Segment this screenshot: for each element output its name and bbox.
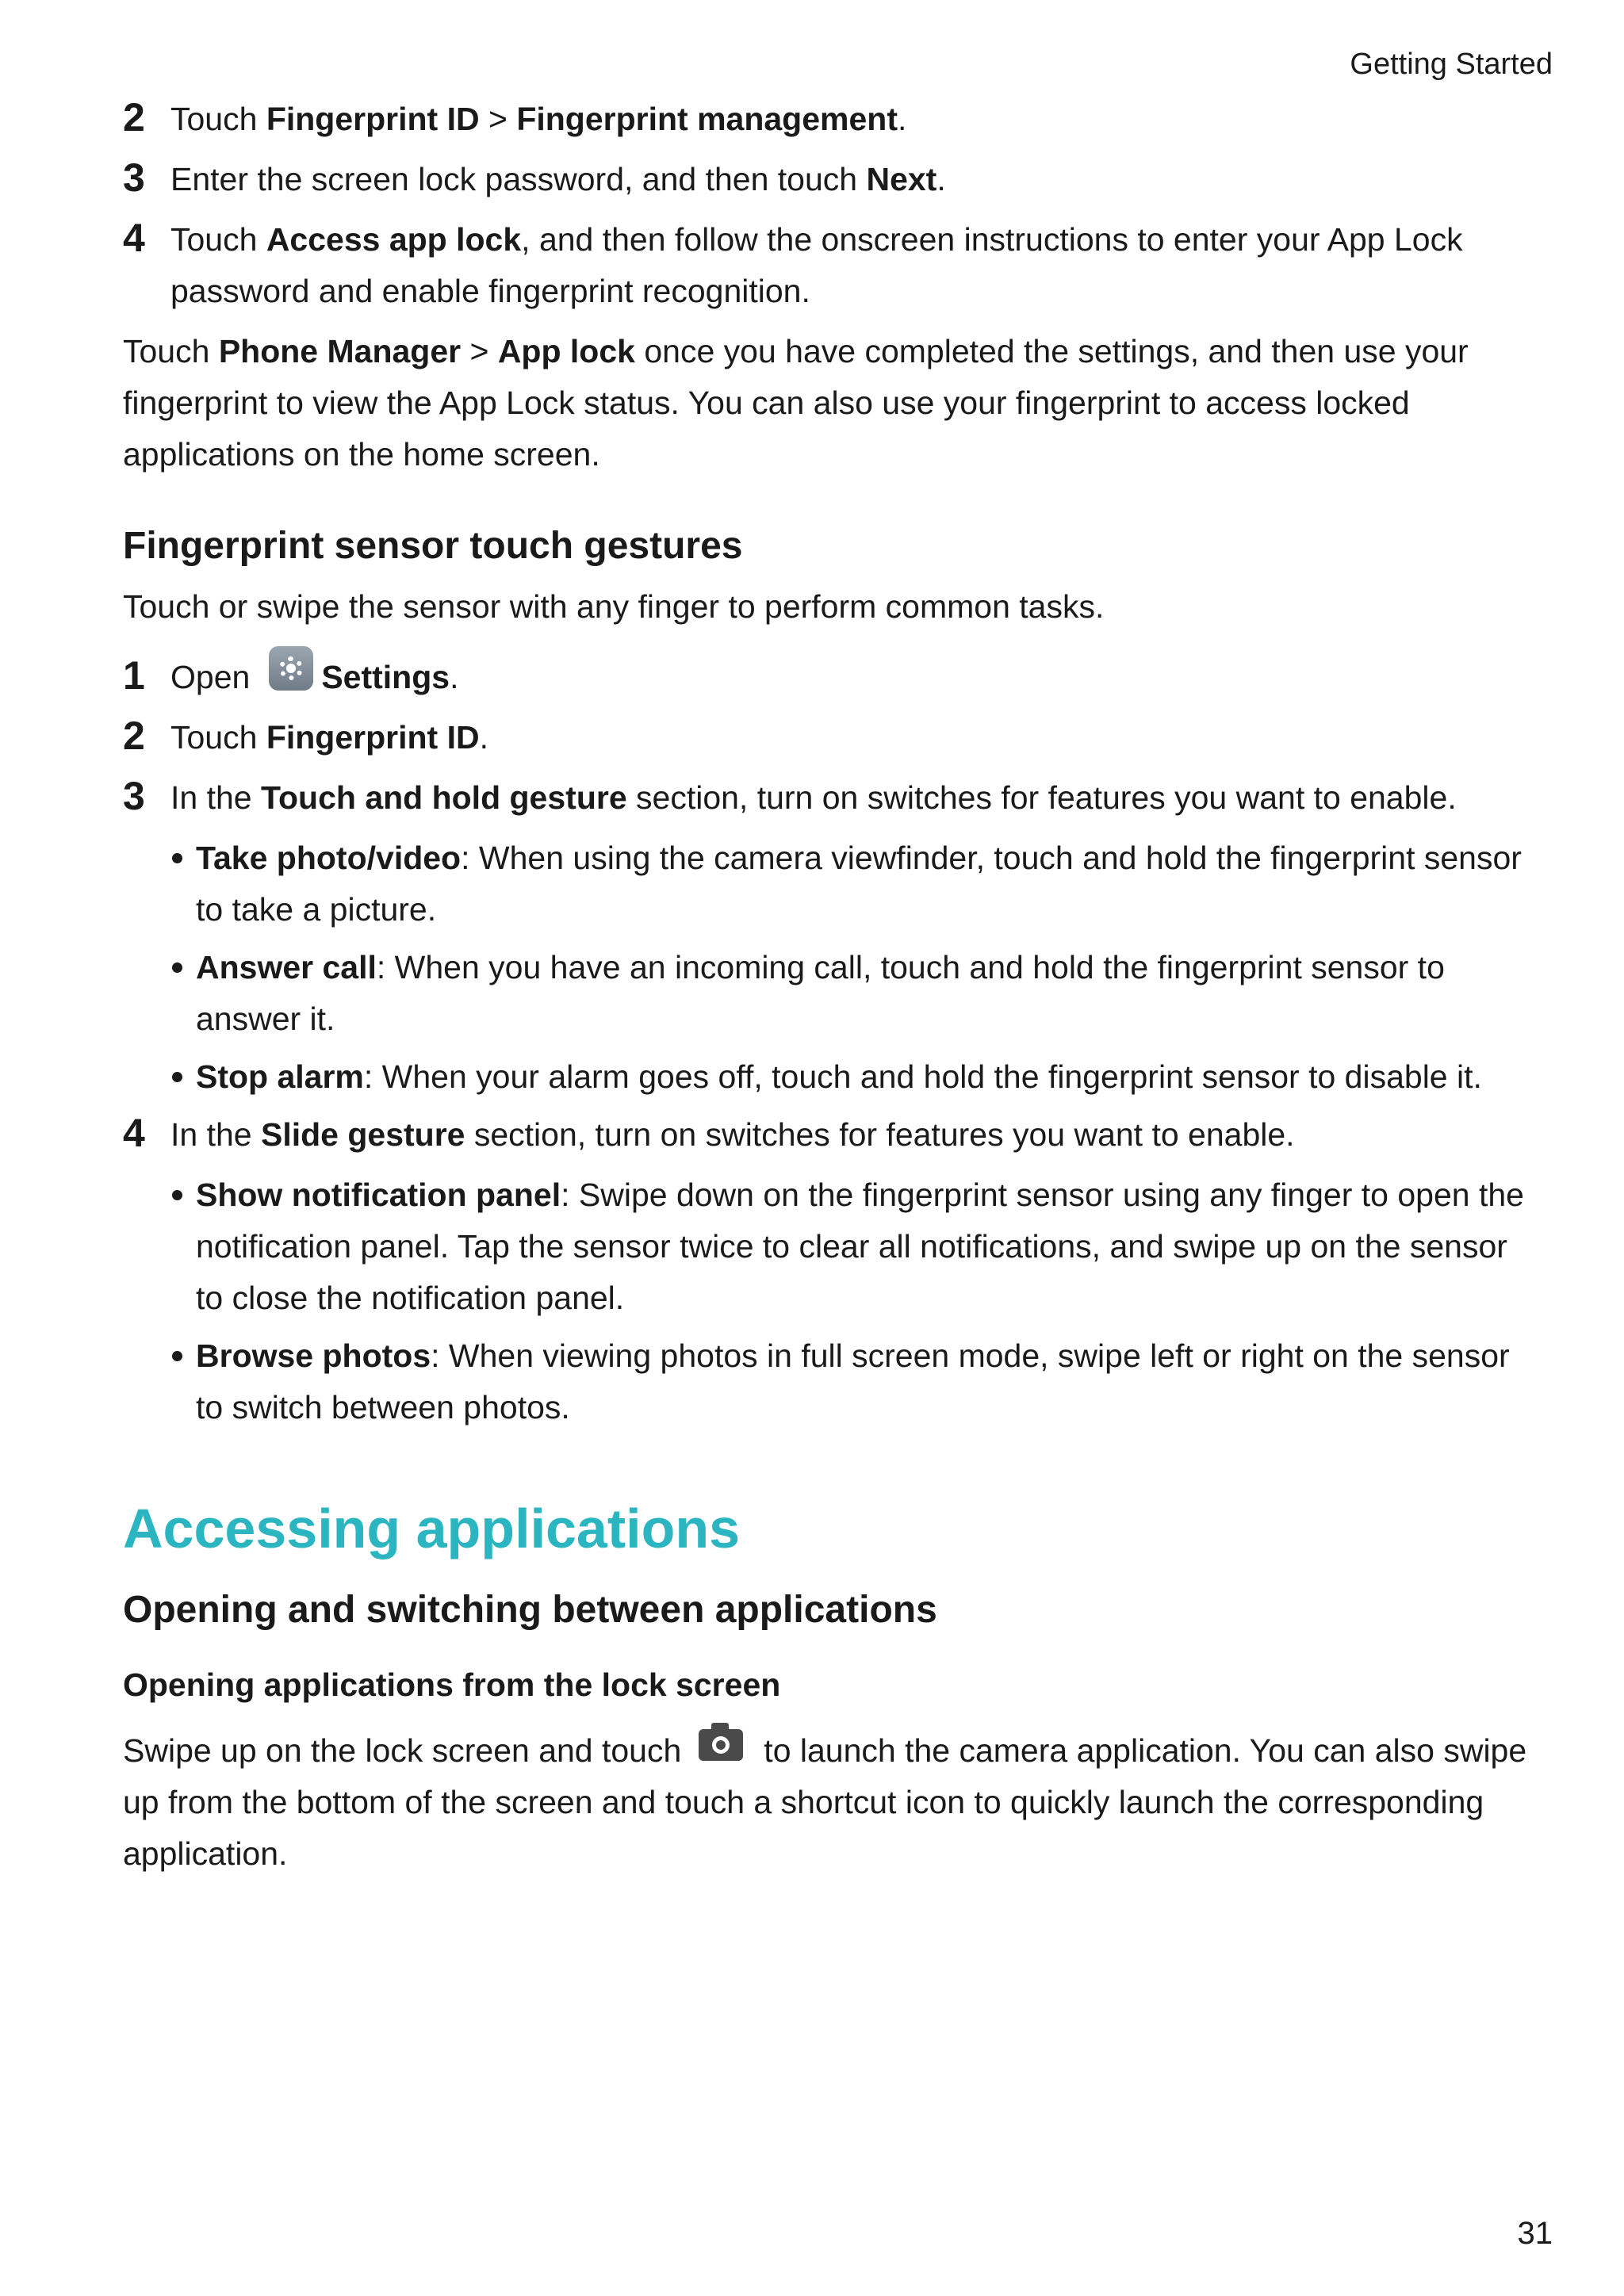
step-bold: Fingerprint ID — [266, 719, 480, 756]
step-number: 4 — [123, 216, 145, 260]
bullet-text: : When using the camera viewfinder, touch and hold the fingerprint sensor to take a picture. — [196, 840, 1522, 928]
settings-icon — [269, 646, 313, 691]
step-number: 1 — [123, 653, 145, 698]
step-text: > — [479, 101, 517, 137]
step-text: , and then follow the onscreen instructions to enter your App Lock password and enable fingerprint recognition. — [170, 221, 1463, 309]
step-text: . — [897, 101, 907, 137]
step-4-access-app-lock — [123, 214, 1534, 317]
gestures-heading: Fingerprint sensor touch gestures — [123, 525, 743, 567]
page-number: 31 — [1517, 2216, 1553, 2251]
bullet-dot — [172, 853, 182, 863]
bullet-answer-call — [123, 942, 1534, 1045]
step-3-touch-hold-gesture — [123, 772, 1534, 824]
bullet-stop-alarm — [123, 1051, 1534, 1103]
step-text: Touch — [170, 719, 266, 756]
step-text: . — [936, 161, 946, 197]
bullet-label: Take photo/video — [196, 840, 462, 876]
bullet-label: Browse photos — [196, 1337, 431, 1374]
minor-heading-lock-screen: Opening applications from the lock screen — [123, 1667, 781, 1703]
step-number: 2 — [123, 714, 145, 758]
step-text: Touch — [170, 221, 266, 258]
step-text: section, turn on switches for features you want to enable. — [626, 779, 1457, 816]
bullet-text: : Swipe down on the fingerprint sensor using any finger to open the notification panel. Tap the sensor twice to clear all notifications, and swipe up on the sensor to close the notification panel. — [196, 1177, 1524, 1316]
step-number: 4 — [123, 1111, 145, 1155]
step-text: In the — [170, 1116, 261, 1153]
bullet-label: Show notification panel — [196, 1177, 561, 1213]
step-bold: Touch and hold gesture — [260, 779, 627, 816]
step-bold: Slide gesture — [260, 1116, 465, 1153]
bullet-dot — [172, 1072, 182, 1082]
step-bold: Settings — [321, 659, 450, 695]
para-bold: Phone Manager — [218, 333, 462, 369]
step-number: 3 — [123, 774, 145, 818]
step-2-fingerprint-id — [123, 712, 1534, 763]
para-text: to launch the camera application. You can also swipe up from the bottom of the screen and touch a shortcut icon to quickly launch the corresponding application. — [123, 1732, 1527, 1872]
step-bold: Next — [866, 161, 937, 197]
bullet-dot — [172, 1190, 182, 1200]
bullet-dot — [172, 962, 182, 973]
step-3-enter-password — [123, 154, 1534, 205]
bullet-show-notification-panel — [123, 1169, 1534, 1324]
bullet-browse-photos — [123, 1330, 1534, 1433]
step-4-slide-gesture — [123, 1109, 1534, 1161]
app-lock-paragraph — [123, 326, 1534, 480]
step-text: Open — [170, 659, 251, 695]
running-header: Getting Started — [1350, 48, 1553, 81]
step-2-fingerprint-management — [123, 94, 1534, 145]
step-text: . — [450, 659, 459, 695]
page-content — [123, 94, 1534, 1899]
step-text: Touch — [170, 101, 266, 137]
para-text: Swipe up on the lock screen and touch — [123, 1732, 682, 1769]
para-text: Touch — [123, 333, 219, 369]
bullet-dot — [172, 1351, 182, 1361]
step-text: In the — [170, 779, 261, 816]
bullet-text: : When your alarm goes off, touch and hold the fingerprint sensor to disable it. — [363, 1058, 1482, 1095]
para-bold: App lock — [497, 333, 635, 369]
step-text: . — [479, 719, 488, 756]
step-bold: Fingerprint ID — [266, 101, 480, 137]
section-title-accessing-applications: Accessing applications — [123, 1498, 741, 1559]
subhead-opening-switching: Opening and switching between applications — [123, 1589, 937, 1631]
lock-screen-paragraph — [123, 1725, 1534, 1880]
bullet-label: Stop alarm — [196, 1058, 364, 1095]
camera-lens — [712, 1736, 730, 1754]
bullet-take-photo — [123, 832, 1534, 936]
step-text: Enter the screen lock password, and then touch — [170, 161, 867, 197]
step-1-open-settings — [123, 652, 1534, 703]
bullet-label: Answer call — [196, 949, 377, 985]
step-bold: Access app lock — [266, 221, 522, 258]
step-number: 3 — [123, 155, 145, 200]
step-text: section, turn on switches for features you want to enable. — [465, 1116, 1295, 1153]
step-bold: Fingerprint management — [516, 101, 898, 137]
camera-icon — [699, 1729, 743, 1761]
step-number: 2 — [123, 95, 145, 140]
bullet-text: : When viewing photos in full screen mode, swipe left or right on the sensor to switch between photos. — [196, 1337, 1510, 1425]
bullet-text: : When you have an incoming call, touch and hold the fingerprint sensor to answer it. — [196, 949, 1445, 1037]
para-text: > — [461, 333, 498, 369]
para-text: once you have completed the settings, and then use your fingerprint to view the App Lock status. You can also use your fingerprint to access locked applications on the home screen. — [123, 333, 1469, 473]
gestures-intro: Touch or swipe the sensor with any finger to perform common tasks. — [123, 588, 1105, 625]
